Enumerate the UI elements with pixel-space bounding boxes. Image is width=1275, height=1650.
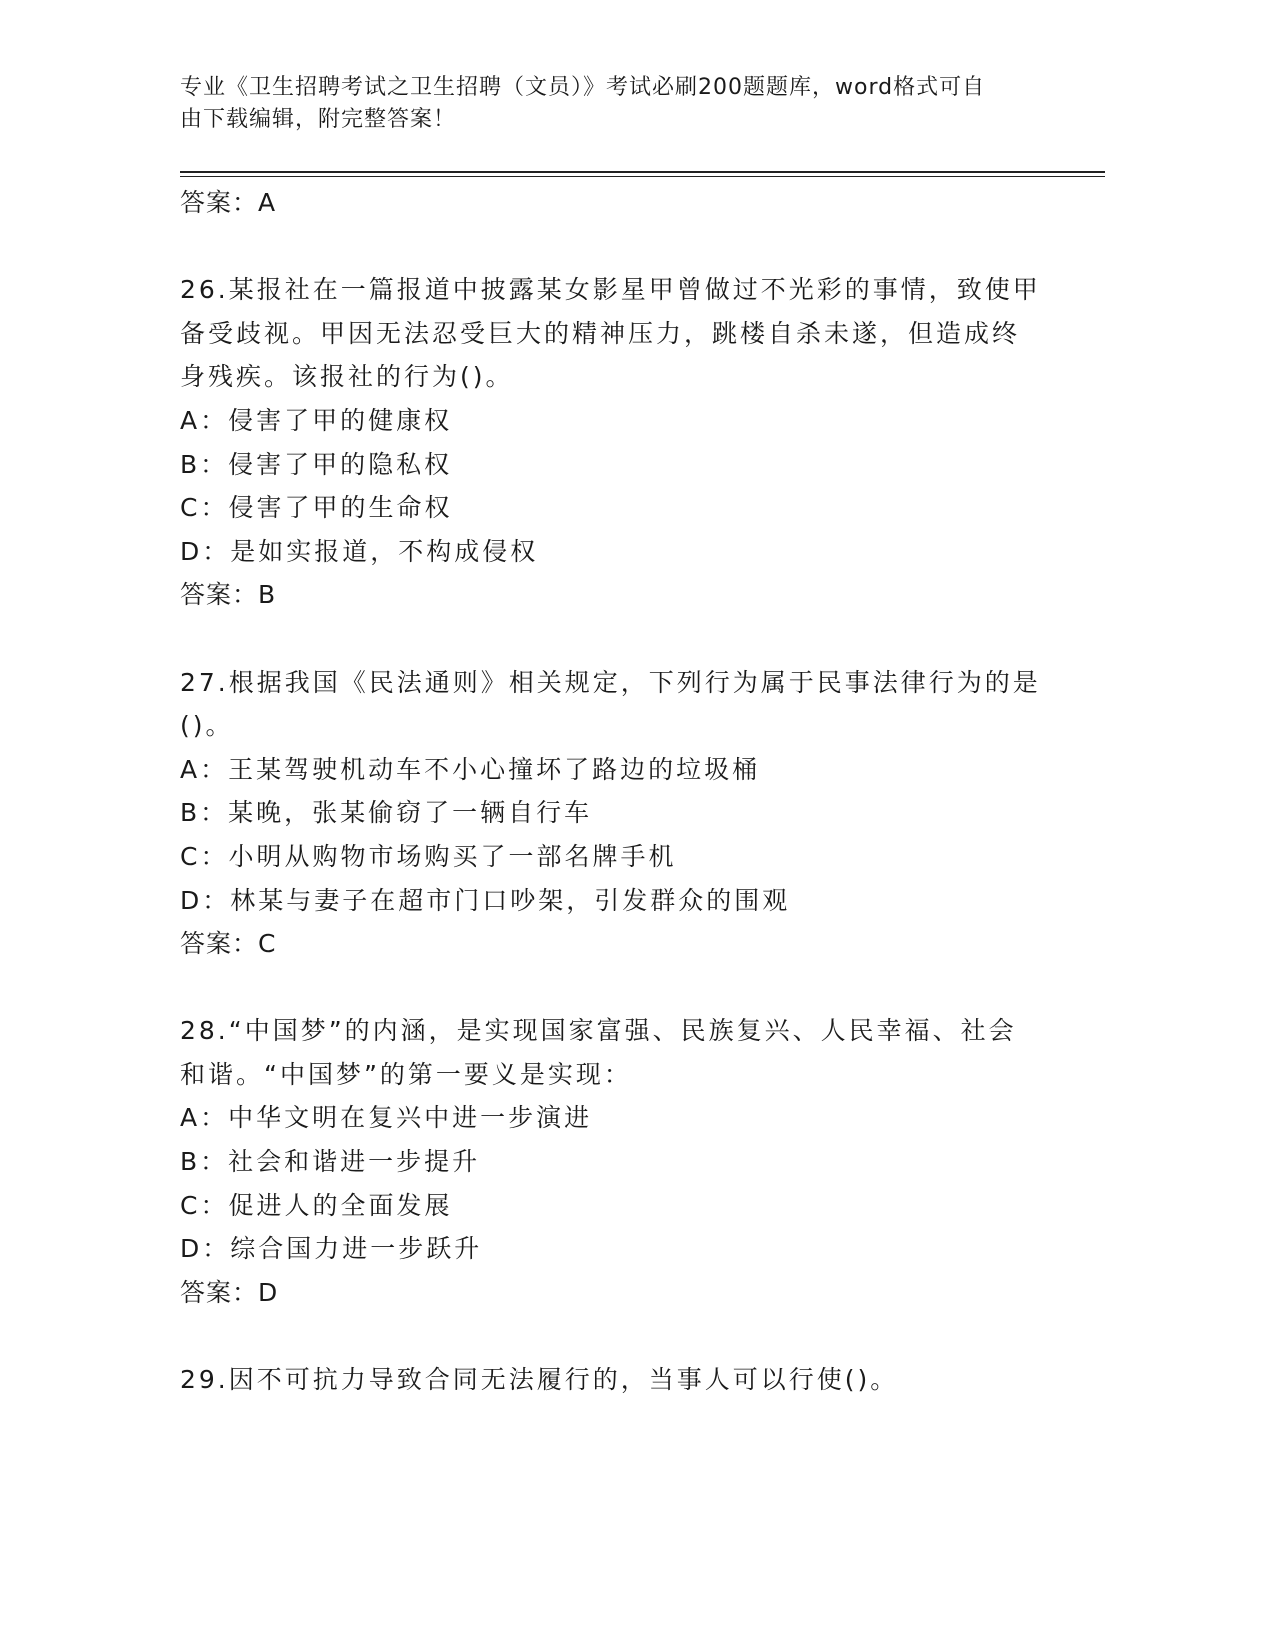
- question-27: [180, 661, 1040, 966]
- option-a: A：中华文明在复兴中进一步演进: [180, 1103, 593, 1133]
- option-b: B：侵害了甲的隐私权: [180, 449, 453, 479]
- header-line-1: 专业《卫生招聘考试之卫生招聘（文员）》考试必刷200题题库，word格式可自: [180, 75, 986, 100]
- option-b: B：社会和谐进一步提升: [180, 1147, 481, 1177]
- header-divider-thin: [180, 176, 1105, 177]
- question-list: [180, 181, 1040, 1402]
- question-29: [180, 1358, 1040, 1402]
- answer: 答案：D: [180, 1277, 279, 1307]
- question-26: [180, 268, 1040, 617]
- question-26-line-2: 备受歧视。甲因无法忍受巨大的精神压力，跳楼自杀未遂，但造成终: [180, 318, 1021, 348]
- spacer: [180, 1314, 1040, 1358]
- option-b: B：某晚，张某偷窃了一辆自行车: [180, 798, 593, 828]
- option-d: D：林某与妻子在超市门口吵架，引发群众的围观: [180, 885, 791, 915]
- option-d: D：综合国力进一步跃升: [180, 1234, 483, 1264]
- question-28-line-1: 28.“中国梦”的内涵，是实现国家富强、民族复兴、人民幸福、社会: [180, 1016, 1017, 1046]
- option-a: A：王某驾驶机动车不小心撞坏了路边的垃圾桶: [180, 754, 761, 784]
- answer: 答案：C: [180, 929, 277, 959]
- question-26-line-1: 26.某报社在一篇报道中披露某女影星甲曾做过不光彩的事情，致使甲: [180, 275, 1041, 305]
- option-c: C：促进人的全面发展: [180, 1190, 453, 1220]
- page-header: [180, 72, 1030, 136]
- answer-prev: 答案：A: [180, 188, 277, 217]
- option-c: C：小明从购物市场购买了一部名牌手机: [180, 841, 677, 871]
- question-26-line-3: 身残疾。该报社的行为()。: [180, 362, 514, 392]
- header-divider-thick: [180, 171, 1105, 173]
- option-c: C：侵害了甲的生命权: [180, 493, 453, 523]
- question-27-line-1: 27.根据我国《民法通则》相关规定，下列行为属于民事法律行为的是: [180, 667, 1041, 697]
- question-29-line-1: 29.因不可抗力导致合同无法履行的，当事人可以行使()。: [180, 1365, 899, 1395]
- question-28: [180, 1009, 1040, 1314]
- spacer: [180, 966, 1040, 1010]
- question-28-line-2: 和谐。“中国梦”的第一要义是实现：: [180, 1059, 632, 1089]
- answer: 答案：B: [180, 580, 277, 610]
- spacer: [180, 617, 1040, 661]
- question-27-line-2: ()。: [180, 711, 234, 741]
- option-a: A：侵害了甲的健康权: [180, 405, 453, 435]
- spacer: [180, 225, 1040, 269]
- header-line-2: 由下载编辑，附完整答案！: [180, 107, 457, 132]
- option-d: D：是如实报道，不构成侵权: [180, 536, 539, 566]
